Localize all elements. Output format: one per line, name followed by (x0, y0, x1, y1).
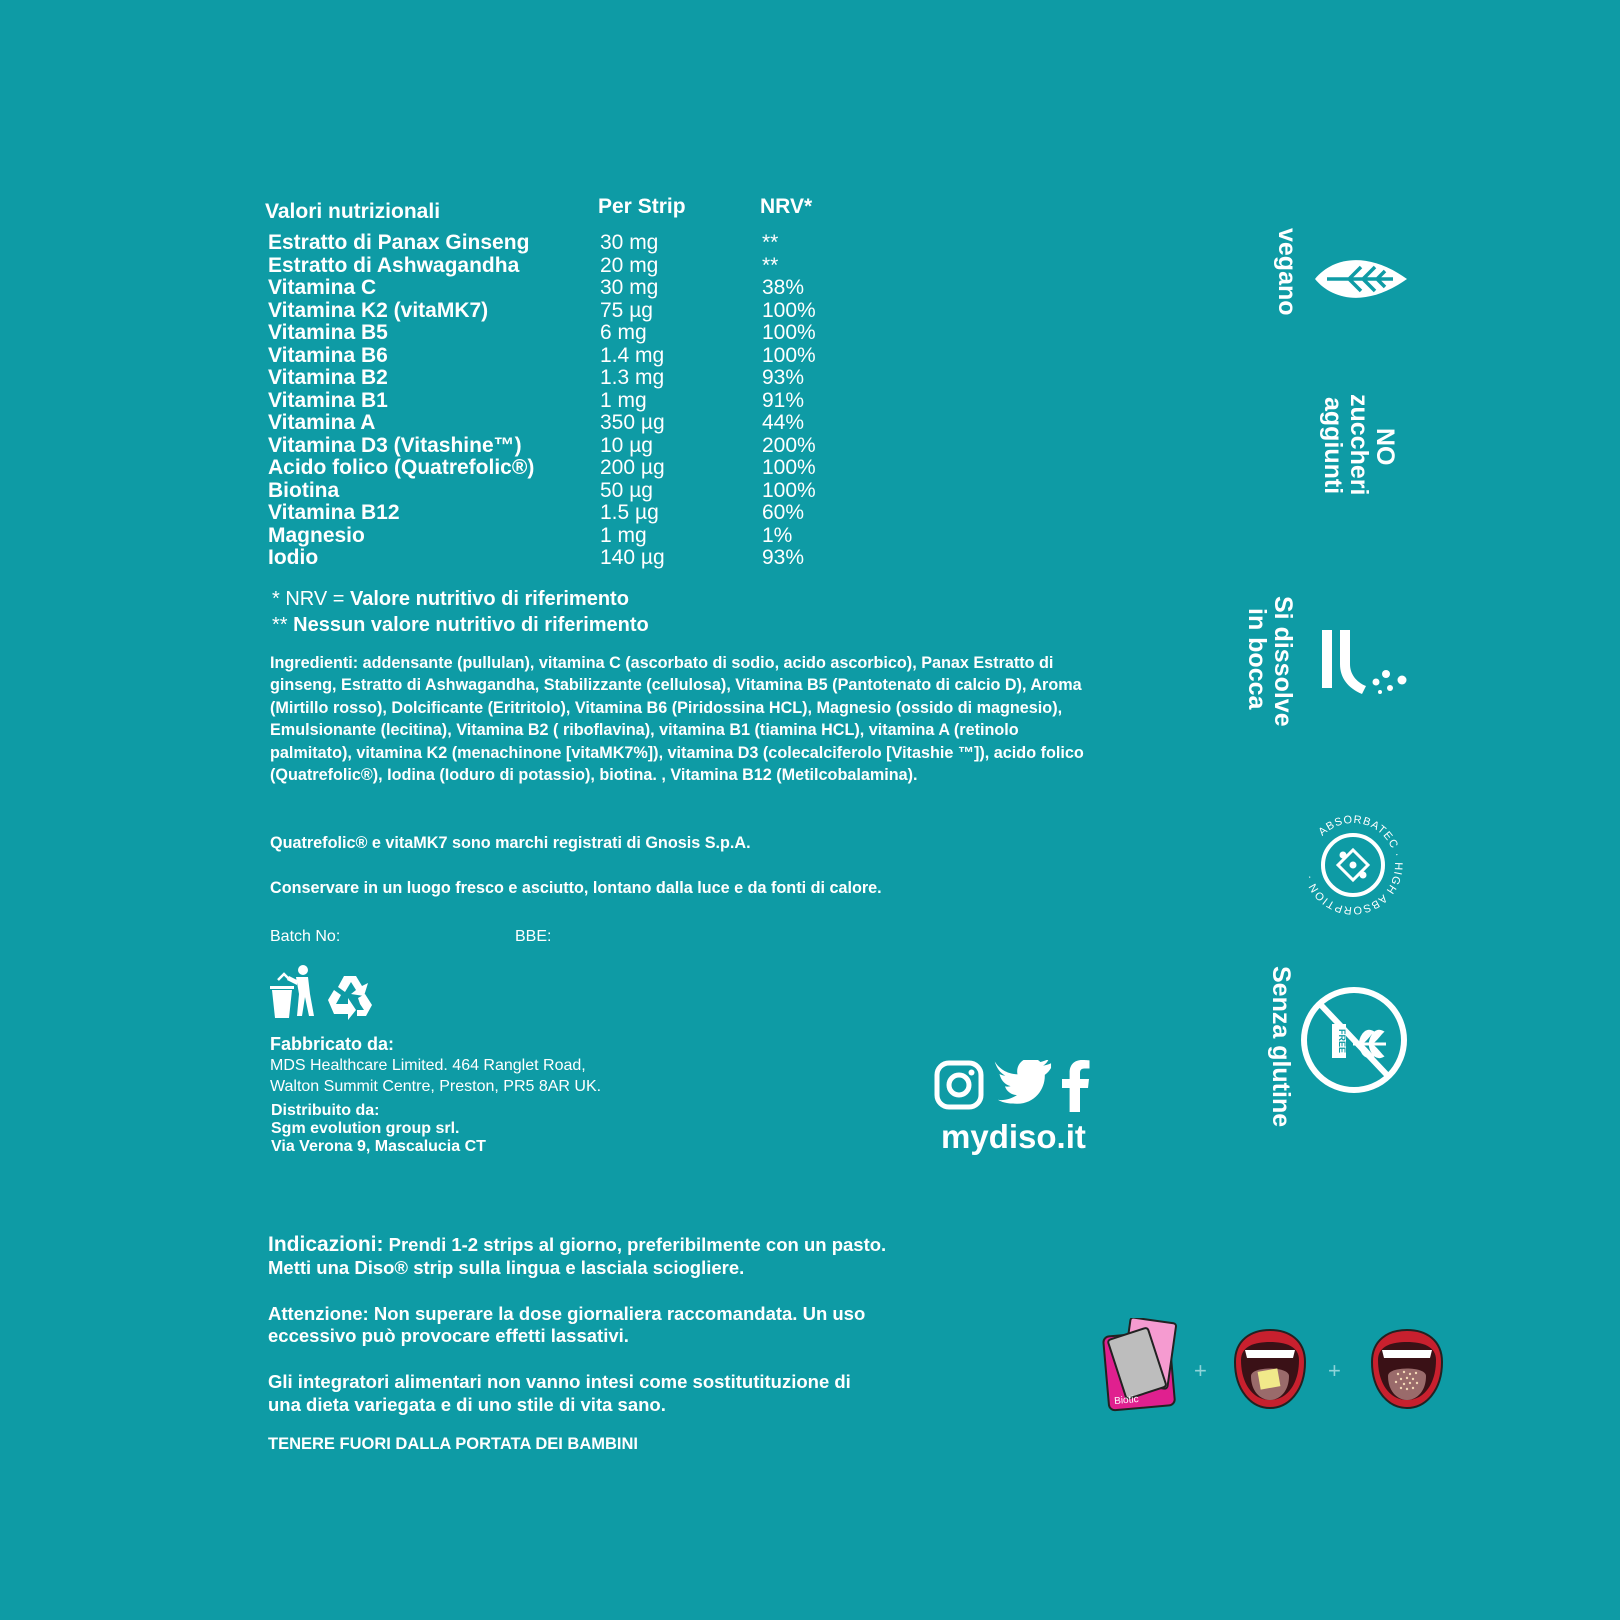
recycle-icon (324, 972, 376, 1020)
badge-gluten-label: Senza glutine (1267, 966, 1295, 1128)
nutrient-per-strip: 75 µg (600, 298, 653, 322)
footnote-none-prefix: ** (272, 614, 294, 636)
product-pack-label: Biotic (1113, 1393, 1140, 1408)
twitter-icon[interactable] (994, 1060, 1054, 1110)
nutrient-name: Vitamina K2 (vitaMK7) (268, 298, 489, 322)
nutrient-per-strip: 350 µg (600, 411, 665, 434)
badge-no-line3: aggiunti (1319, 397, 1347, 495)
tidyman-bin-icon (270, 964, 320, 1020)
nutrient-per-strip: 140 µg (600, 546, 665, 569)
nutrient-per-strip: 1.5 µg (600, 501, 659, 524)
nutrient-nrv: 44% (762, 411, 805, 434)
step-plus-2: + (1328, 1358, 1341, 1383)
product-pack-icon (1098, 1318, 1182, 1414)
nutrient-name: Vitamina B1 (268, 388, 388, 412)
nutrient-nrv: 100% (762, 478, 816, 502)
instagram-icon[interactable] (934, 1060, 984, 1110)
nutrient-name: Vitamina B6 (268, 343, 388, 367)
gluten-free-tag: FREE (1337, 1028, 1347, 1054)
nutrient-name: Vitamina A (268, 411, 376, 434)
integratori-line2: una dieta variegata e di uno stile di vita sano. (268, 1394, 666, 1415)
nutrient-name: Estratto di Ashwagandha (268, 253, 520, 277)
facebook-icon[interactable] (1062, 1058, 1090, 1112)
attenzione-line1: Attenzione: Non superare la dose giornaliera raccomandata. Un uso (268, 1303, 866, 1324)
nutrition-header-per: Per Strip (598, 195, 686, 218)
nutrient-per-strip: 1.4 mg (600, 343, 665, 367)
absorbatec-ring-text: ABSORBATEC · HIGH ABSORPTION · (1303, 813, 1405, 917)
nutrient-nrv: 93% (762, 366, 805, 389)
manufacturer-address-line1: MDS Healthcare Limited. 464 Ranglet Road, (270, 1057, 586, 1074)
distributor-title: Distribuito da: (271, 1102, 380, 1119)
nutrient-name: Vitamina B12 (268, 501, 400, 524)
nutrient-nrv: 93% (762, 546, 805, 569)
indicazioni-line2: Metti una Diso® strip sulla lingua e lasciala sciogliere. (268, 1257, 745, 1278)
attenzione-line2: eccessivo può provocare effetti lassativi. (268, 1325, 629, 1346)
nutrient-per-strip: 20 mg (600, 253, 659, 277)
nutrient-name: Vitamina D3 (Vitashine™) (268, 433, 522, 457)
ingredients-text: Ingredienti: addensante (pullulan), vitamina C (ascorbato di sodio, acido ascorbico), Panax Estratto di ginseng, Estratto di Ashwagandha, Stabilizzante (cellulosa), Vitamina B5 (Pantotenato di calcio D), Aroma (Mirtillo rosso), Dolcificante (Eritritolo), Vitamina B6 (Piridossina HCL), Magnesio (ossido di magnesio), Emulsionante (lecitina), Vitamina B2 ( riboflavina), vitamina B1 (tiamina HCL), vitamina A (retinolo palmitato), vitamina K2 (menachinone [vitaMK7%]), vitamina D3 (colecalciferolo [Vitashie ™]), acido folico (Quatrefolic®), Iodina (Ioduro di potassio), biotina. , Vitamina B12 (Metilcobalamina). (270, 654, 1084, 785)
footnote-nrv-text: Valore nutritivo di riferimento (350, 588, 629, 610)
mouth-with-strip-icon (1231, 1328, 1309, 1410)
nutrient-nrv: 91% (762, 388, 805, 412)
nutrient-name: Biotina (268, 478, 340, 502)
nutrition-header-nrv: NRV* (760, 195, 813, 218)
nutrient-name: Vitamina B2 (268, 366, 388, 389)
badge-no-line2: zuccheri (1345, 394, 1373, 496)
nutrient-name: Acido folico (Quatrefolic®) (268, 456, 535, 479)
badge-dissolve-line1: Si dissolve (1269, 596, 1297, 727)
children-warning: TENERE FUORI DALLA PORTATA DEI BAMBINI (268, 1435, 639, 1453)
badge-dissolve-line2: in bocca (1243, 608, 1271, 710)
nutrient-per-strip: 200 µg (600, 456, 665, 479)
gluten-free-icon (1298, 984, 1410, 1096)
trademarks-text: Quatrefolic® e vitaMK7 sono marchi registrati di Gnosis S.p.A. (270, 834, 751, 852)
nutrient-name: Vitamina B5 (268, 321, 388, 344)
footnote-nrv (272, 586, 629, 613)
nutrient-per-strip: 6 mg (600, 321, 647, 344)
distributor-line2: Via Verona 9, Mascalucia CT (271, 1138, 486, 1155)
badge-no-line1: NO (1371, 428, 1399, 466)
batch-label: Batch No: (270, 928, 341, 945)
nutrient-nrv: 200% (762, 433, 816, 457)
nutrition-header-name: Valori nutrizionali (265, 200, 441, 223)
nutrient-per-strip: 1.3 mg (600, 366, 665, 389)
nutrient-name: Magnesio (268, 523, 365, 547)
nutrient-per-strip: 50 µg (600, 478, 653, 502)
nutrient-name: Estratto di Panax Ginseng (268, 231, 530, 254)
footnote-none-text: Nessun valore nutritivo di riferimento (293, 614, 649, 636)
indicazioni-label: Indicazioni: (268, 1233, 384, 1256)
nutrient-per-strip: 1 mg (600, 523, 647, 547)
nutrient-nrv: 1% (762, 523, 793, 547)
step-plus-1: + (1194, 1358, 1207, 1383)
nutrient-name: Iodio (268, 546, 319, 569)
nutrient-nrv: 100% (762, 456, 816, 479)
absorbatec-icon (1298, 810, 1408, 920)
manufacturer-title: Fabbricato da: (270, 1034, 395, 1054)
website-link[interactable]: mydiso.it (941, 1118, 1086, 1155)
nutrient-nrv: ** (762, 253, 779, 277)
nutrient-per-strip: 10 µg (600, 433, 653, 457)
nutrient-nrv: 100% (762, 343, 816, 367)
nutrient-nrv: 100% (762, 298, 816, 322)
distributor-line1: Sgm evolution group srl. (271, 1120, 460, 1137)
nutrient-nrv: 38% (762, 276, 805, 299)
leaf-icon (1313, 253, 1408, 305)
footnote-none (272, 612, 649, 639)
nutrient-name: Vitamina C (268, 276, 377, 299)
badge-vegano-label: vegano (1273, 228, 1301, 316)
integratori-line1: Gli integratori alimentari non vanno intesi come sostitutituzione di (268, 1371, 851, 1392)
indicazioni-line1 (268, 1233, 886, 1256)
mouth-dissolved-icon (1368, 1328, 1446, 1410)
nutrient-nrv: 60% (762, 501, 805, 524)
indicazioni-text: Prendi 1-2 strips al giorno, preferibilmente con un pasto. (383, 1234, 887, 1255)
dissolve-icon (1322, 626, 1412, 696)
nutrient-per-strip: 30 mg (600, 231, 659, 254)
footnote-nrv-prefix: * NRV = (272, 588, 350, 610)
nutrient-per-strip: 1 mg (600, 388, 647, 412)
nutrient-nrv: 100% (762, 321, 816, 344)
manufacturer-address-line2: Walton Summit Centre, Preston, PR5 8AR UK. (270, 1078, 602, 1095)
bbe-label: BBE: (515, 928, 552, 945)
nutrient-nrv: ** (762, 231, 779, 254)
storage-text: Conservare in un luogo fresco e asciutto, lontano dalla luce e da fonti di calore. (270, 879, 882, 897)
nutrient-per-strip: 30 mg (600, 276, 659, 299)
